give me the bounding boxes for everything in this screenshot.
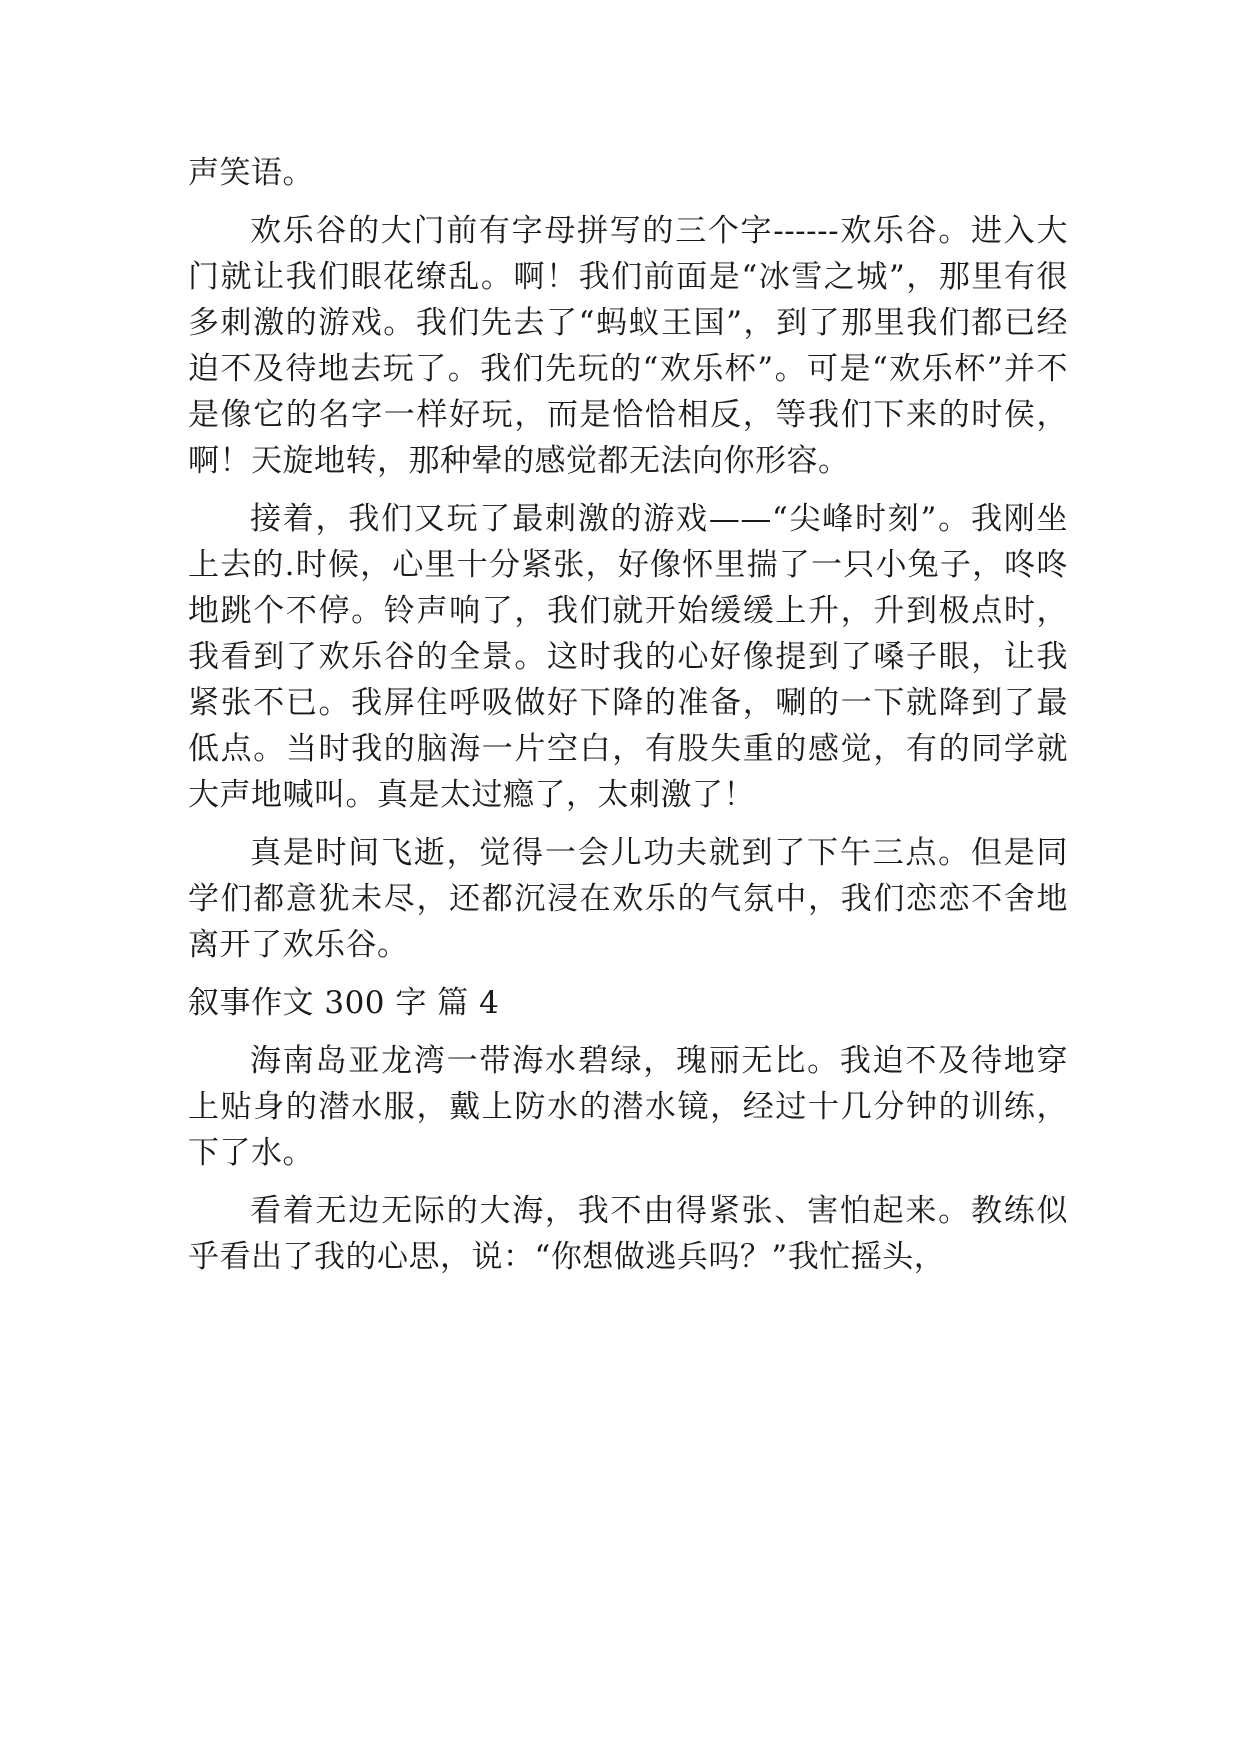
paragraph-diving-intro: 海南岛亚龙湾一带海水碧绿，瑰丽无比。我迫不及待地穿上贴身的潜水服，戴上防水的潜水镜，经过十几分钟的训练，下了水。 [188, 1043, 1068, 1171]
paragraph-diving-nervous: 看着无边无际的大海，我不由得紧张、害怕起来。教练似乎看出了我的心思，说：“你想做逃兵吗？”我忙摇头， [188, 1193, 1068, 1275]
document-page [188, 150, 1068, 1292]
paragraph-happy-valley-entrance: 欢乐谷的大门前有字母拼写的三个字------欢乐谷。进入大门就让我们眼花缭乱。啊！我们前面是“冰雪之城”，那里有很多刺激的游戏。我们先去了“蚂蚁王国”，到了那里我们都已经迫不及待地去玩了。我们先玩的“欢乐杯”。可是“欢乐杯”并不是像它的名字一样好玩，而是恰恰相反，等我们下来的时侯，啊！天旋地转，那种晕的感觉都无法向你形容。 [188, 213, 1068, 479]
paragraph-peak-moment: 接着，我们又玩了最刺激的游戏——“尖峰时刻”。我刚坐上去的.时候，心里十分紧张，好像怀里揣了一只小兔子，咚咚地跳个不停。铃声响了，我们就开始缓缓上升，升到极点时，我看到了欢乐谷的全景。这时我的心好像提到了嗓子眼，让我紧张不已。我屏住呼吸做好下降的准备，唰的一下就降到了最低点。当时我的脑海一片空白，有股失重的感觉，有的同学就大声地喊叫。真是太过瘾了，太刺激了！ [188, 501, 1068, 813]
paragraph-continuation: 声笑语。 [188, 155, 314, 191]
paragraph-leaving: 真是时间飞逝，觉得一会儿功夫就到了下午三点。但是同学们都意犹未尽，还都沉浸在欢乐的气氛中，我们恋恋不舍地离开了欢乐谷。 [188, 835, 1068, 963]
section-heading: 叙事作文 300 字 篇 4 [188, 985, 500, 1021]
